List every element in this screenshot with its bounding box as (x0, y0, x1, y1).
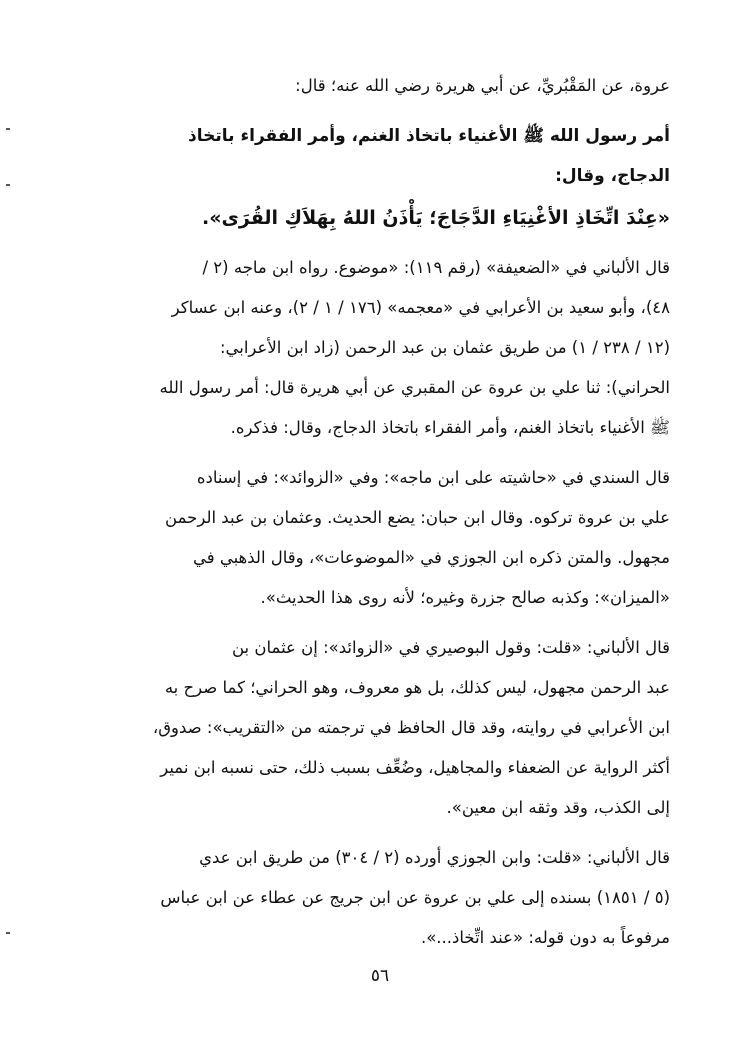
text-line: أكثر الرواية عن الضعفاء والمجاهيل، وضُعِّف بسبب ذلك، حتى نسبه ابن نمير (160, 758, 670, 777)
text-line: (٥ / ١٨٥١) بسنده إلى علي بن عروة عن ابن جريج عن عطاء عن ابن عباس (160, 888, 670, 907)
text-line: قال الألباني: «قلت: وابن الجوزي أورده (٢ / ٣٠٤) من طريق ابن عدي (199, 848, 670, 867)
text-line: الدجاج، وقال: (555, 166, 670, 186)
text-line: «الميزان»: وكذبه صالح جزرة وغيره؛ لأنه روى هذا الحديث». (260, 588, 670, 607)
page-body (78, 66, 670, 958)
text-line: قال الألباني: «قلت: وقول البوصيري في «الزوائد»: إن عثمان بن (231, 638, 670, 657)
text-line: «عِنْدَ اتِّخَاذِ الأغْنِيَاءِ الدَّجَاجَ؛ يَأْذَنُ اللهُ بِهَلاَكِ القُرَى». (202, 207, 670, 229)
text-line: مرفوعاً به دون قوله: «عند اتِّخاذ...». (420, 928, 670, 947)
text-line: قال السندي في «حاشيته على ابن ماجه»: وفي «الزوائد»: في إسناده (196, 468, 670, 487)
hadith-text-paragraph (78, 198, 670, 238)
text-line: عروة، عن المَقْبُريِّ، عن أبي هريرة رضي الله عنه؛ قال: (295, 76, 670, 95)
scan-margin-mark (6, 932, 10, 934)
page-number: ٥٦ (370, 966, 390, 986)
text-line: ابن الأعرابي في روايته، وقد قال الحافظ في ترجمته من «التقريب»: صدوق، (152, 718, 670, 737)
text-line: أمر رسول الله ﷺ الأغنياء باتخاذ الغنم، وأمر الفقراء باتخاذ (188, 126, 670, 146)
albani-busiri-paragraph (78, 628, 670, 828)
hadith-narration-paragraph (78, 116, 670, 196)
text-line: (١٢ / ٢٣٨ / ١) من طريق عثمان بن عبد الرحمن (زاد ابن الأعرابي: (219, 338, 670, 357)
albani-daifa-paragraph (78, 248, 670, 448)
text-line: ﷺ الأغنياء باتخاذ الغنم، وأمر الفقراء باتخاذ الدجاج، وقال: فذكره. (230, 418, 670, 437)
text-line: مجهول. والمتن ذكره ابن الجوزي في «الموضوعات»، وقال الذهبي في (192, 548, 670, 567)
text-line: عبد الرحمن مجهول، ليس كذلك، بل هو معروف، وهو الحراني؛ كما صرح به (164, 678, 670, 697)
text-line: علي بن عروة تركوه. وقال ابن حبان: يضع الحديث. وعثمان بن عبد الرحمن (165, 508, 670, 527)
text-line: ٤٨)، وأبو سعيد بن الأعرابي في «معجمه» (١٧٦ / ١ / ٢)، وعنه ابن عساكر (171, 298, 670, 317)
text-line: الحراني): ثنا علي بن عروة عن المقبري عن أبي هريرة قال: أمر رسول الله (159, 378, 670, 397)
albani-jawzi-paragraph (78, 838, 670, 958)
sindi-paragraph (78, 458, 670, 618)
intro-paragraph (78, 66, 670, 106)
text-line: إلى الكذب، وقد وثقه ابن معين». (446, 798, 670, 817)
scan-margin-mark (6, 128, 10, 130)
scan-margin-mark (6, 184, 10, 186)
text-line: قال الألباني في «الضعيفة» (رقم ١١٩): «موضوع. رواه ابن ماجه (٢ / (202, 258, 670, 277)
